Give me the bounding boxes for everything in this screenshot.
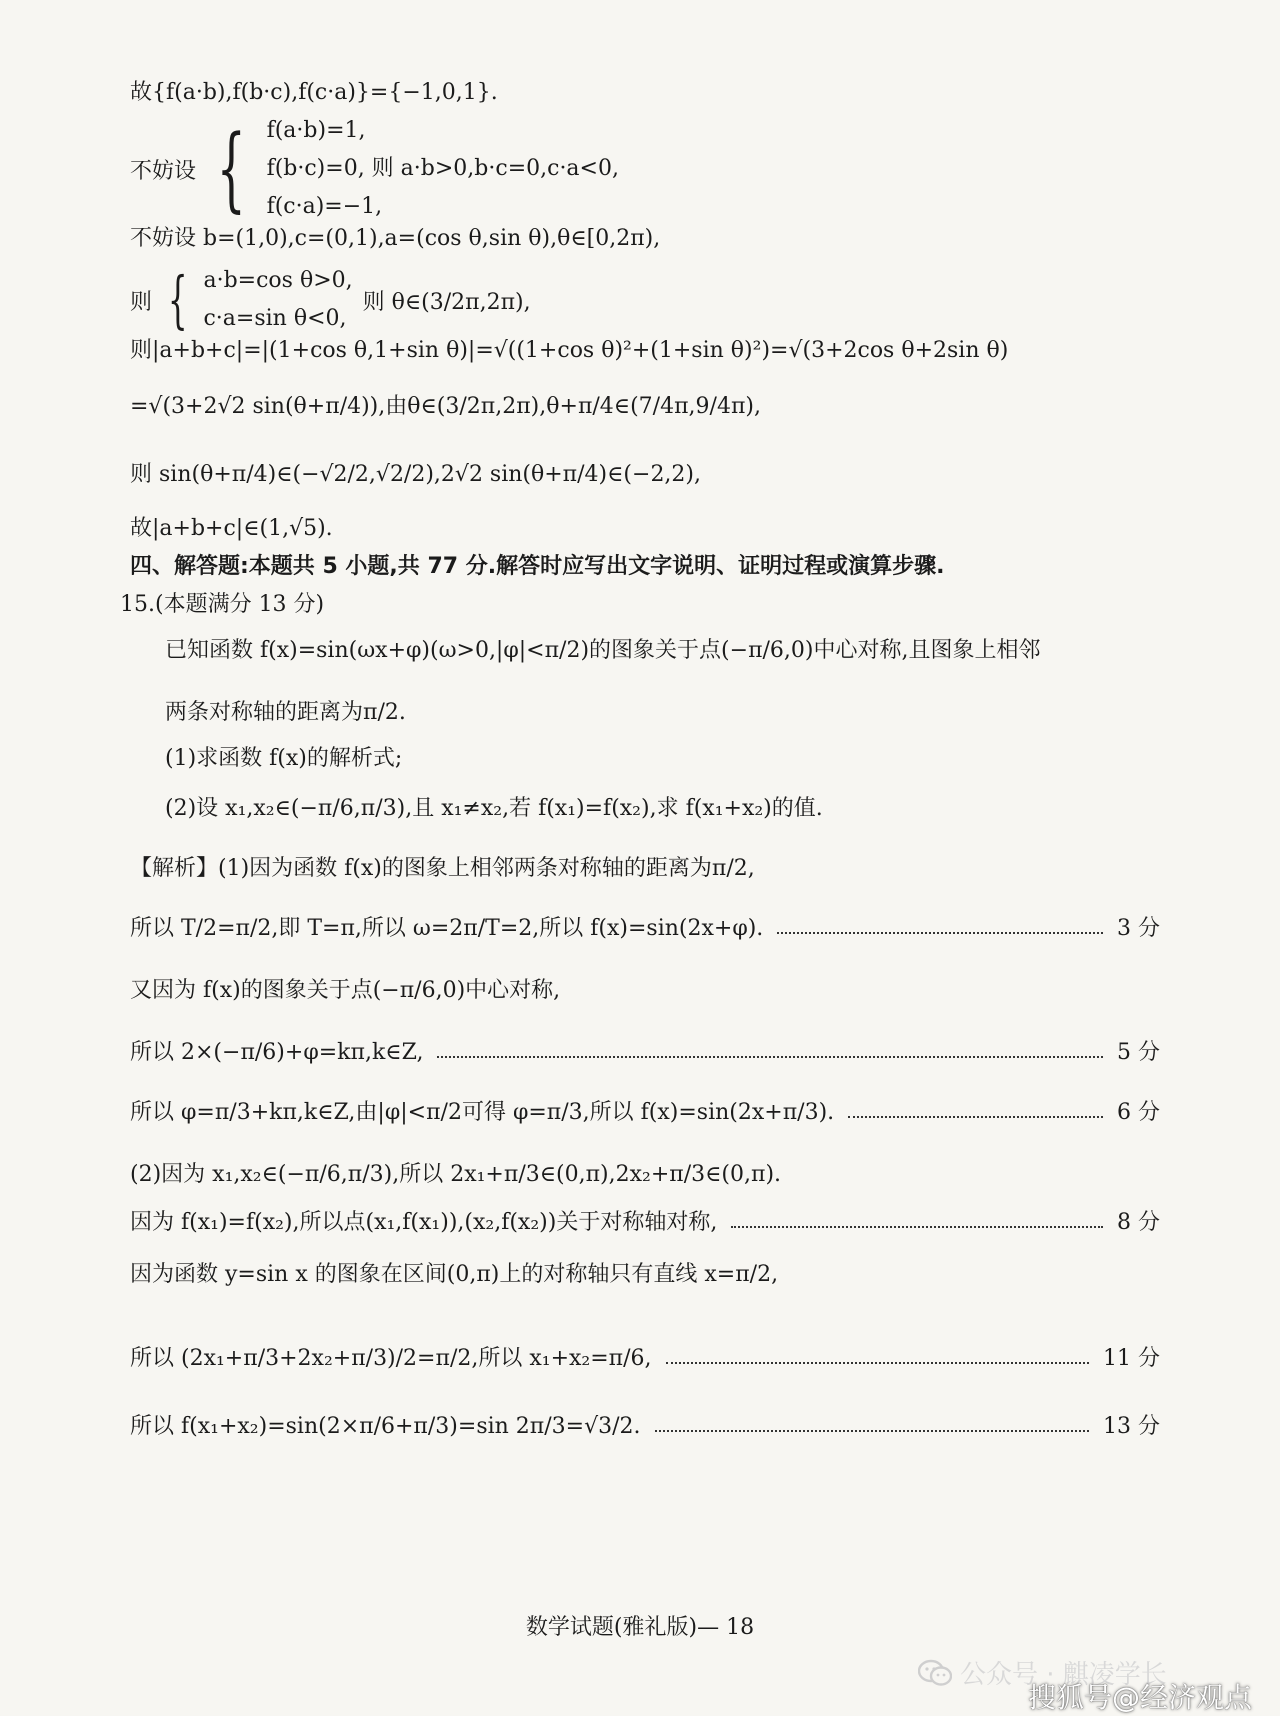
step-score: 8 分 bbox=[1117, 1210, 1160, 1235]
wechat-icon bbox=[918, 1659, 952, 1687]
dotted-leader bbox=[731, 1226, 1103, 1228]
text-line: 故{f(a·b),f(b·c),f(c·a)}={−1,0,1}. bbox=[130, 80, 498, 105]
question-text: 已知函数 f(x)=sin(ωx+φ)(ω>0,|φ|<π/2)的图象关于点(−π/6,0)中心对称,且图象上相邻 bbox=[165, 638, 1041, 663]
text-line: 又因为 f(x)的图象关于点(−π/6,0)中心对称, bbox=[130, 978, 561, 1003]
question-number: 15.(本题满分 13 分) bbox=[120, 592, 325, 617]
case-label: 不妨设 bbox=[130, 158, 197, 184]
case-line: f(b·c)=0, 则 a·b>0,b·c=0,c·a<0, bbox=[266, 156, 619, 181]
scored-step bbox=[130, 1208, 1160, 1238]
text-line: =√(3+2√2 sin(θ+π/4)),由θ∈(3/2π,2π),θ+π/4∈(7/4π,9/4π), bbox=[130, 394, 761, 419]
step-score: 5 分 bbox=[1117, 1040, 1160, 1065]
question-part: (2)设 x₁,x₂∈(−π/6,π/3),且 x₁≠x₂,若 f(x₁)=f(x₂),求 f(x₁+x₂)的值. bbox=[165, 796, 823, 821]
step-score: 11 分 bbox=[1103, 1346, 1160, 1371]
scored-step bbox=[130, 1344, 1160, 1374]
watermark-text: 公众号 · 麒凌学长 bbox=[960, 1660, 1167, 1690]
scored-step bbox=[130, 914, 1160, 944]
case-line: c·a=sin θ<0, bbox=[203, 306, 347, 331]
dotted-leader bbox=[666, 1362, 1089, 1364]
text-line: 则 sin(θ+π/4)∈(−√2/2,√2/2),2√2 sin(θ+π/4)∈(−2,2), bbox=[130, 462, 702, 487]
left-brace-icon: { bbox=[216, 115, 246, 222]
case-label: 则 bbox=[130, 289, 153, 315]
text-line: 不妨设 b=(1,0),c=(0,1),a=(cos θ,sin θ),θ∈[0,2π), bbox=[130, 226, 661, 251]
step-score: 13 分 bbox=[1103, 1414, 1160, 1439]
section-heading: 四、解答题:本题共 5 小题,共 77 分.解答时应写出文字说明、证明过程或演算步骤. bbox=[130, 554, 945, 579]
dotted-leader bbox=[777, 932, 1103, 934]
step-text: 所以 2×(−π/6)+φ=kπ,k∈Z, bbox=[130, 1040, 424, 1065]
case-system-1 bbox=[130, 112, 619, 226]
step-text: 所以 φ=π/3+kπ,k∈Z,由|φ|<π/2可得 φ=π/3,所以 f(x)=sin(2x+π/3). bbox=[130, 1100, 835, 1125]
case-line: a·b=cos θ>0, bbox=[203, 268, 353, 293]
case-system-2 bbox=[130, 262, 531, 338]
dotted-leader bbox=[848, 1116, 1103, 1118]
scored-step bbox=[130, 1098, 1160, 1128]
case-line: f(a·b)=1, bbox=[266, 118, 366, 143]
step-text: 所以 (2x₁+π/3+2x₂+π/3)/2=π/2,所以 x₁+x₂=π/6, bbox=[130, 1346, 652, 1371]
analysis-heading: 【解析】(1)因为函数 f(x)的图象上相邻两条对称轴的距离为π/2, bbox=[130, 856, 755, 881]
step-score: 6 分 bbox=[1117, 1100, 1160, 1125]
step-text: 因为 f(x₁)=f(x₂),所以点(x₁,f(x₁)),(x₂,f(x₂))关于对称轴对称, bbox=[130, 1210, 718, 1235]
case-line: f(c·a)=−1, bbox=[266, 194, 383, 219]
scored-step bbox=[130, 1038, 1160, 1068]
text-line: 因为函数 y=sin x 的图象在区间(0,π)上的对称轴只有直线 x=π/2, bbox=[130, 1262, 779, 1287]
page-footer: 数学试题(雅礼版)— 18 bbox=[525, 1615, 755, 1640]
left-brace-icon: { bbox=[167, 263, 188, 336]
dotted-leader bbox=[437, 1056, 1103, 1058]
source-credit: 搜狐号@经济观点 bbox=[1027, 1681, 1252, 1714]
text-line: (2)因为 x₁,x₂∈(−π/6,π/3),所以 2x₁+π/3∈(0,π),2x₂+π/3∈(0,π). bbox=[130, 1162, 782, 1187]
step-text: 所以 f(x₁+x₂)=sin(2×π/6+π/3)=sin 2π/3=√3/2. bbox=[130, 1414, 641, 1439]
text-line: 则|a+b+c|=|(1+cos θ,1+sin θ)|=√((1+cos θ)²+(1+sin θ)²)=√(3+2cos θ+2sin θ) bbox=[130, 338, 1009, 363]
step-score: 3 分 bbox=[1117, 916, 1160, 941]
dotted-leader bbox=[655, 1430, 1089, 1432]
step-text: 所以 T/2=π/2,即 T=π,所以 ω=2π/T=2,所以 f(x)=sin(2x+φ). bbox=[130, 916, 764, 941]
case-tail: 则 θ∈(3/2π,2π), bbox=[362, 289, 531, 315]
question-text: 两条对称轴的距离为π/2. bbox=[165, 700, 406, 725]
text-line: 故|a+b+c|∈(1,√5). bbox=[130, 516, 333, 541]
question-part: (1)求函数 f(x)的解析式; bbox=[165, 746, 403, 771]
scored-step bbox=[130, 1412, 1160, 1442]
